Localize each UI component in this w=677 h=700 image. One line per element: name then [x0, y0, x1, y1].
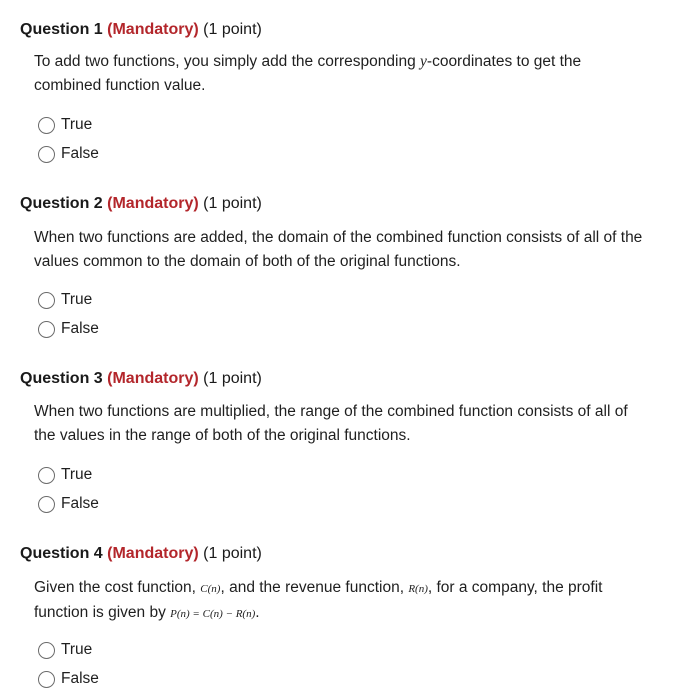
question-text-part: To add two functions, you simply add the corresponding [34, 53, 421, 70]
question-text-part: Given the cost function, [34, 579, 201, 596]
cost-function: C(n) [200, 583, 221, 595]
radio-button-icon[interactable] [38, 321, 55, 338]
option-true[interactable] [38, 114, 92, 136]
question-title [20, 369, 262, 389]
question-title [20, 194, 262, 214]
question-title [20, 544, 262, 564]
option-false[interactable] [38, 318, 99, 340]
mandatory-label: (Mandatory) [107, 545, 199, 562]
radio-button-icon[interactable] [38, 467, 55, 484]
question-number: Question 3 [20, 370, 103, 387]
radio-button-icon[interactable] [38, 496, 55, 513]
option-label: False [61, 145, 99, 162]
radio-button-icon[interactable] [38, 117, 55, 134]
option-label: False [61, 670, 99, 687]
question-text: When two functions are added, the domain of the combined function consists of all of the values common to the domain of both of the original functions. [34, 229, 643, 270]
question-text-part: , and the revenue function, [220, 579, 409, 596]
question-text: When two functions are multiplied, the range of the combined function consists of all of the values in the range of both of the original functions. [34, 403, 628, 444]
profit-function: P(n) = C(n) − R(n) [170, 608, 256, 620]
points-label: (1 point) [203, 545, 262, 562]
option-false[interactable] [38, 668, 99, 690]
option-true[interactable] [38, 639, 92, 661]
option-false[interactable] [38, 143, 99, 165]
question-text [34, 50, 644, 98]
option-label: True [61, 291, 93, 308]
option-label: False [61, 320, 99, 337]
radio-button-icon[interactable] [38, 292, 55, 309]
points-label: (1 point) [203, 21, 262, 38]
radio-button-icon[interactable] [38, 642, 55, 659]
radio-button-icon[interactable] [38, 146, 55, 163]
option-label: True [61, 116, 93, 133]
question-text-part: . [255, 604, 260, 621]
option-label: True [61, 641, 93, 658]
question-number: Question 4 [20, 545, 103, 562]
question-text-part: , for a company, the profit function is given by [34, 579, 603, 621]
points-label: (1 point) [203, 195, 262, 212]
option-true[interactable] [38, 464, 92, 486]
option-false[interactable] [38, 493, 99, 515]
option-label: True [61, 466, 93, 483]
question-text [34, 576, 644, 626]
option-true[interactable] [38, 289, 92, 311]
question-text-part: -coordinates to get the combined function value. [34, 53, 582, 94]
question-title [20, 20, 262, 40]
mandatory-label: (Mandatory) [107, 195, 199, 212]
radio-button-icon[interactable] [38, 671, 55, 688]
points-label: (1 point) [203, 370, 262, 387]
revenue-function: R(n) [408, 583, 428, 595]
question-number: Question 2 [20, 195, 103, 212]
mandatory-label: (Mandatory) [107, 21, 199, 38]
option-label: False [61, 495, 99, 512]
question-number: Question 1 [20, 21, 103, 38]
mandatory-label: (Mandatory) [107, 370, 199, 387]
y-variable: y [420, 53, 427, 70]
